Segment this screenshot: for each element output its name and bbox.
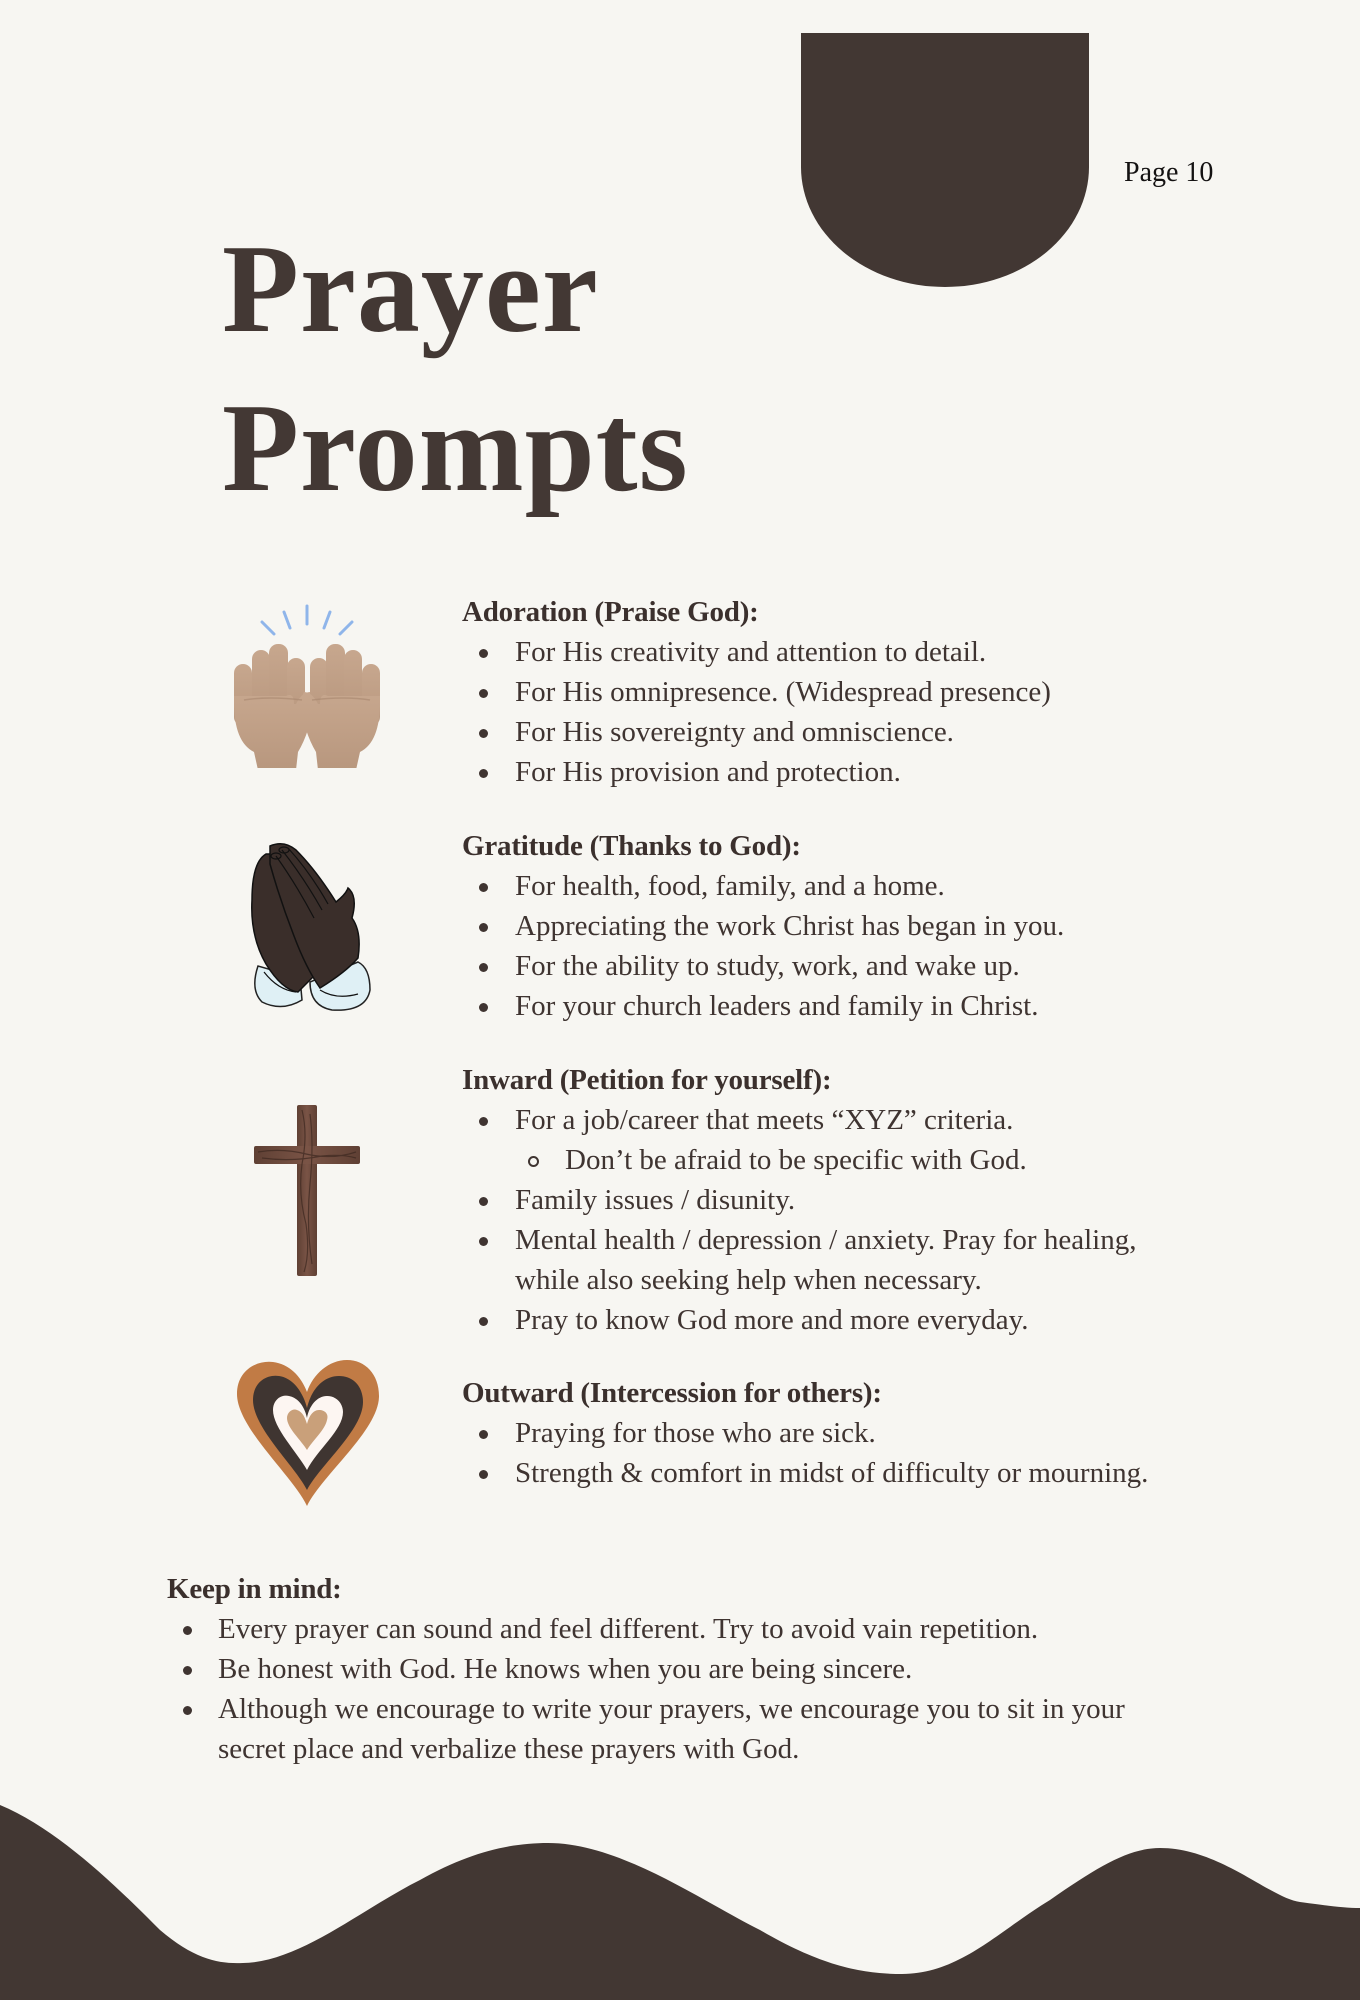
page-title-line-1: Prayer: [222, 220, 599, 359]
bullet-icon: [479, 769, 488, 778]
bullet-icon: [479, 1117, 488, 1126]
page-number: Page 10: [1124, 157, 1214, 188]
list-item: For His provision and protection.: [462, 752, 1262, 792]
page-title-line-2: Prompts: [222, 379, 689, 518]
section-heading: Adoration (Praise God):: [462, 596, 759, 628]
bullet-icon: [183, 1666, 192, 1675]
list-item: Family issues / disunity.: [462, 1180, 1262, 1220]
keep-in-mind-section: [167, 1569, 1217, 1769]
section-heading: Outward (Intercession for others):: [462, 1377, 882, 1409]
list-item: For a job/career that meets “XYZ” criteria.: [462, 1100, 1262, 1140]
bullet-list: [462, 1413, 1262, 1493]
list-item: Mental health / depression / anxiety. Pray for healing, while also seeking help when necessary.: [462, 1220, 1262, 1300]
list-item: For His omnipresence. (Widespread presence): [462, 672, 1262, 712]
list-item: Strength & comfort in midst of difficulty or mourning.: [462, 1453, 1262, 1493]
list-item: For your church leaders and family in Christ.: [462, 986, 1262, 1026]
list-item: Praying for those who are sick.: [462, 1413, 1262, 1453]
list-item: For the ability to study, work, and wake up.: [462, 946, 1262, 986]
decorative-arch-shape: [801, 33, 1089, 287]
bullet-icon: [183, 1626, 192, 1635]
bullet-list: [462, 1100, 1262, 1340]
bullet-icon: [479, 1470, 488, 1479]
list-item: For health, food, family, and a home.: [462, 866, 1262, 906]
bullet-icon: [479, 1430, 488, 1439]
sub-list-item: Don’t be afraid to be specific with God.: [462, 1140, 1262, 1180]
bullet-icon: [479, 649, 488, 658]
bullet-icon: [479, 1197, 488, 1206]
bullet-icon: [479, 689, 488, 698]
section-heading: Gratitude (Thanks to God):: [462, 830, 801, 862]
section-outward: [462, 1373, 1262, 1493]
list-item: For His sovereignty and omniscience.: [462, 712, 1262, 752]
bullet-icon: [479, 1003, 488, 1012]
decorative-bottom-wave: [0, 1780, 1360, 2000]
list-item: Every prayer can sound and feel different. Try to avoid vain repetition.: [167, 1609, 1217, 1649]
praying-hands-icon: [236, 840, 378, 1012]
section-adoration: [462, 592, 1262, 792]
bullet-icon: [479, 883, 488, 892]
list-item: For His creativity and attention to detail.: [462, 632, 1262, 672]
raising-hands-icon: [214, 592, 400, 768]
list-item: Although we encourage to write your prayers, we encourage you to sit in your secret place and verbalize these prayers with God.: [167, 1689, 1217, 1769]
heart-icon: [233, 1358, 381, 1508]
page-title: [222, 210, 689, 528]
cross-icon: [252, 1104, 362, 1278]
section-inward: [462, 1060, 1262, 1340]
section-heading: Inward (Petition for yourself):: [462, 1064, 832, 1096]
bullet-icon: [479, 729, 488, 738]
list-item: Pray to know God more and more everyday.: [462, 1300, 1262, 1340]
bullet-list: [462, 632, 1262, 792]
section-gratitude: [462, 826, 1262, 1026]
bullet-icon: [479, 923, 488, 932]
bullet-list: [167, 1609, 1217, 1769]
bullet-icon: [479, 1237, 488, 1246]
hollow-bullet-icon: [528, 1156, 539, 1167]
list-item: Be honest with God. He knows when you are being sincere.: [167, 1649, 1217, 1689]
keep-in-mind-heading: Keep in mind:: [167, 1573, 342, 1605]
bullet-icon: [479, 963, 488, 972]
bullet-list: [462, 866, 1262, 1026]
list-item: Appreciating the work Christ has began in you.: [462, 906, 1262, 946]
bullet-icon: [479, 1317, 488, 1326]
bullet-icon: [183, 1706, 192, 1715]
